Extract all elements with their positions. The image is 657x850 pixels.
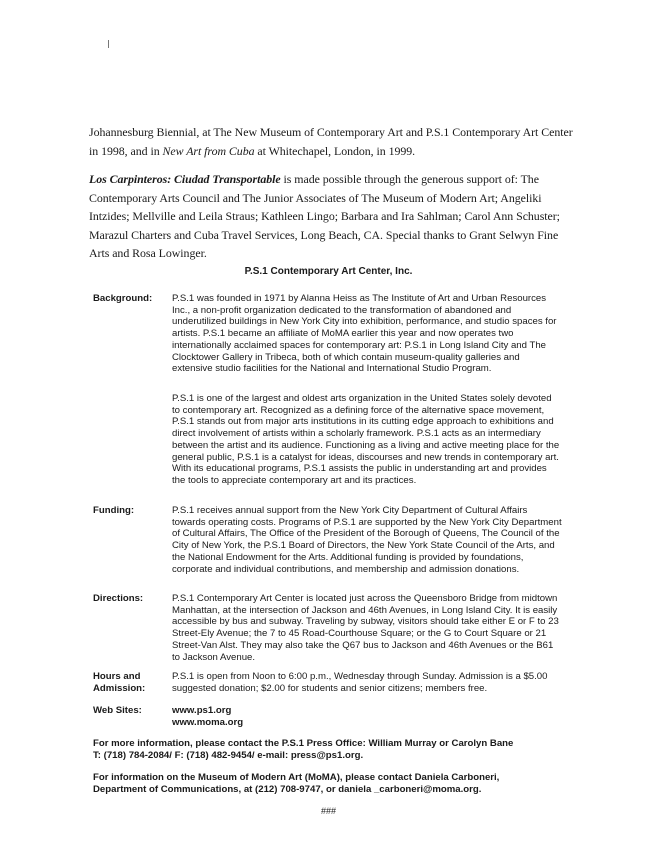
- exhibition-title-italic: New Art from Cuba: [162, 143, 255, 158]
- background-label: Background:: [93, 293, 153, 304]
- hours-label: Hours and Admission:: [93, 671, 146, 694]
- ps1-website-link[interactable]: www.ps1.org: [172, 705, 232, 716]
- directions-label: Directions:: [93, 593, 144, 604]
- directions-paragraph: P.S.1 Contemporary Art Center is located just across the Queensboro Bridge from midtown Manhattan, at the intersection of Jackson and 46th Avenues, in Long Island City. It is easily accessible by bus and subway. Traveling by subway, visitors should take either E or F to 23 Street-Ely Avenue; the 7 to 45 Road-Courthouse Square; or the G to Court Square or 21 Street-Van Alst. They may also take the Q67 bus to Jackson and 46th Avenues or the B61 to Jackson Avenue.: [172, 593, 559, 663]
- funding-label: Funding:: [93, 505, 135, 516]
- show-title-italic: Los Carpinteros: Ciudad Transportable: [89, 172, 281, 186]
- background-paragraph-1: P.S.1 was founded in 1971 by Alanna Heiss as The Institute of Art and Urban Resources Inc., a non-profit organization dedicated to the transformation of abandoned and underutilized buildings in New York City into exhibition, performance, and studio spaces for artists. P.S.1 became an affiliate of MoMA earlier this year and now operates two internationally acclaimed spaces for contemporary art: P.S.1 in Long Island City and The Clocktower Gallery in Tribeca, both of which contain museum-quality galleries and extensive studio facilities for the National and International Studio Program.: [172, 293, 557, 375]
- moma-contact-block: For information on the Museum of Modern Art (MoMA), please contact Daniela Carboneri, Department of Communications, at (212) 708-9747, or daniela _carboneri@moma.org.: [93, 772, 500, 795]
- websites-label: Web Sites:: [93, 705, 142, 716]
- websites-list: [172, 705, 562, 728]
- funding-paragraph: P.S.1 receives annual support from the New York City Department of Cultural Affairs towards operating costs. Programs of P.S.1 are supported by the New York City Department of Cultural Affairs, The Office of the President of the Borough of Queens, The Council of the City of New York, the P.S.1 Board of Directors, the New York State Council of the Arts, and the National Endowment for the Arts. Additional funding is provided by foundations, corporate and individual contributions, and membership and admission donations.: [172, 505, 562, 575]
- section-heading: P.S.1 Contemporary Art Center, Inc.: [244, 266, 413, 277]
- page-speck: [108, 40, 109, 48]
- hours-paragraph: P.S.1 is open from Noon to 6:00 p.m., Wednesday through Sunday. Admission is a $5.00 suggested donation; $2.00 for students and senior citizens; members free.: [172, 671, 548, 694]
- background-paragraph-2: P.S.1 is one of the largest and oldest arts organization in the United States solely devoted to contemporary art. Recognized as a defining force of the alternative space movement, P.S.1 stands out from major arts institutions in its cutting edge approach to exhibitions and direct involvement of artists within a scholarly framework. P.S.1 acts as an intermediary between the artist and its audience. Functioning as a living and active meeting place for the general public, P.S.1 is a catalyst for ideas, discourses and new trends in contemporary art. With its educational programs, P.S.1 assists the public in understanding art and provides the tools to appreciate contemporary art and its practices.: [172, 393, 560, 486]
- ps1-contact-block: For more information, please contact the P.S.1 Press Office: William Murray or Carolyn Bane T: (718) 784-2084/ F: (718) 482-9454/ e-mail: press@ps1.org.: [93, 738, 514, 761]
- intro-paragraph-1: Johannesburg Biennial, at The New Museum of Contemporary Art and P.S.1 Contemporary Art Center in 1998, and in New Art from Cuba at Whitechapel, London, in 1999.: [89, 125, 573, 158]
- intro-paragraph-2: Los Carpinteros: Ciudad Transportable is made possible through the generous support of: The Contemporary Arts Council and The Junior Associates of The Museum of Modern Art; Angeliki Intzides; Mellville and Leila Straus; Kathleen Lingo; Barbara and Ira Sahlman; Carol Ann Schuster; Marazul Charters and Cuba Travel Services, Long Beach, CA. Special thanks to Grant Selwyn Fine Arts and Rosa Lowinger.: [89, 172, 560, 260]
- moma-website-link[interactable]: www.moma.org: [172, 716, 244, 728]
- end-mark: ###: [320, 806, 337, 816]
